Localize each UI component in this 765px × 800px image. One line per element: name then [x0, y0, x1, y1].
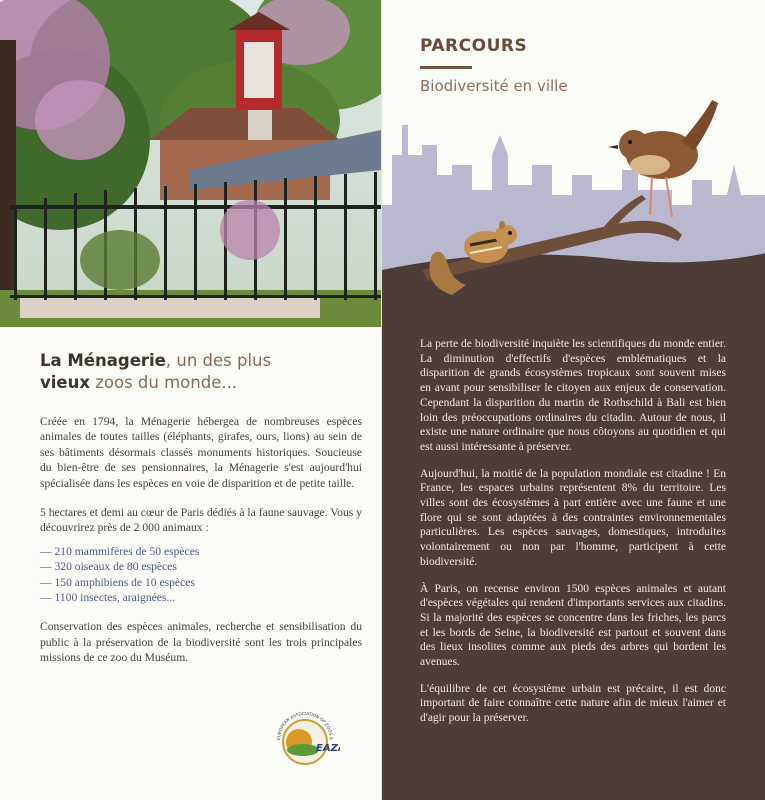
- right-panel: [381, 0, 765, 800]
- stat-item: — 320 oiseaux de 80 espèces: [40, 560, 177, 574]
- menagerie-photo-illustration: [0, 0, 381, 327]
- eaza-label: EAZ: [316, 743, 338, 754]
- biodiversity-text-block: [420, 337, 726, 738]
- heading-part-3: vieux: [40, 373, 90, 392]
- left-panel: [0, 0, 381, 800]
- stat-item: — 150 amphibiens de 10 espèces: [40, 575, 195, 589]
- animal-stats-list: [40, 544, 362, 606]
- menagerie-photo: [0, 0, 381, 327]
- eaza-logo: [270, 706, 340, 770]
- body-paragraph: À Paris, on recense environ 1500 espèces animales et autant d'espèces végétales qui rendent d'importants services aux citadins. Si la majorité des espèces se concentre dans les friches, les parcs et les bords de Seine, la biodiversité est partout et souvent dans des lieux insolites comme aux pieds des arbres qui bordent les avenues.: [420, 582, 726, 669]
- left-text-block: [40, 350, 362, 680]
- body-paragraph: Aujourd'hui, la moitié de la population mondiale est citadine ! En France, les espaces urbains représentent 8% du territoire. Les villes sont des écosystèmes à part entière avec une faune et une flore qui se sont adaptées à des contraintes environnementales particulières. Les espèces sauvages, domestiques, introduites volontairement ou non par l'homme, participent à cette biodiversité.: [420, 467, 726, 568]
- heading-part-4: zoos du monde...: [90, 373, 238, 392]
- body-paragraph: L'équilibre de cet écosystème urbain est précaire, il est donc important de faire connaître cette nature afin de mieux l'aimer et d'agir pour la préserver.: [420, 682, 726, 725]
- missions-paragraph: Conservation des espèces animales, recherche et sensibilisation du public à la préservation de la biodiversité sont les trois principales missions de ce zoo du Muséum.: [40, 620, 362, 665]
- stat-item: — 210 mammifères de 50 espèces: [40, 544, 200, 558]
- section-title: PARCOURS: [420, 36, 528, 56]
- body-paragraph: La perte de biodiversité inquiète les scientifiques du monde entier. La diminution d'effectifs d'espèces emblématiques et la disparition de grands écosystèmes tropicaux sont souvent mises en avant pour sensibiliser le citoyen aux enjeux de conservation. Cependant la disparition du martin de Rothschild à Bali est bien loin des préoccupations ordinaires du citadin. Autour de nous, il existe une nature ordinaire que nous côtoyons au quotidien et qui est aussi intéressante à préserver.: [420, 338, 726, 453]
- surface-paragraph: 5 hectares et demi au cœur de Paris dédiés à la faune sauvage. Vous y découvrirez près de 2 000 animaux :: [40, 506, 362, 535]
- city-wildlife-illustration: [382, 95, 765, 335]
- heading-part-1: La Ménagerie: [40, 351, 166, 370]
- stat-item: — 1100 insectes, araignées...: [40, 591, 176, 605]
- heading-part-2: , un des plus: [165, 351, 272, 370]
- left-heading: [40, 350, 362, 394]
- svg-text:EUROPEAN ASSOCIATION OF ZOOS A: EUROPEAN ASSOCIATION OF ZOOS A: [275, 710, 335, 741]
- section-subtitle: Biodiversité en ville: [420, 77, 568, 95]
- history-paragraph: Créée en 1794, la Ménagerie hébergea de nombreuses espèces animales de toutes tailles (éléphants, girafes, ours, lions) au sein de ses bâtiments désormais classés monuments historiques. Soucieuse du bien-être de ses pensionnaires, la Ménagerie s'est aujourd'hui spécialisée dans les espèces en voie de disparition et de petite taille.: [40, 415, 362, 490]
- title-rule: [420, 66, 472, 69]
